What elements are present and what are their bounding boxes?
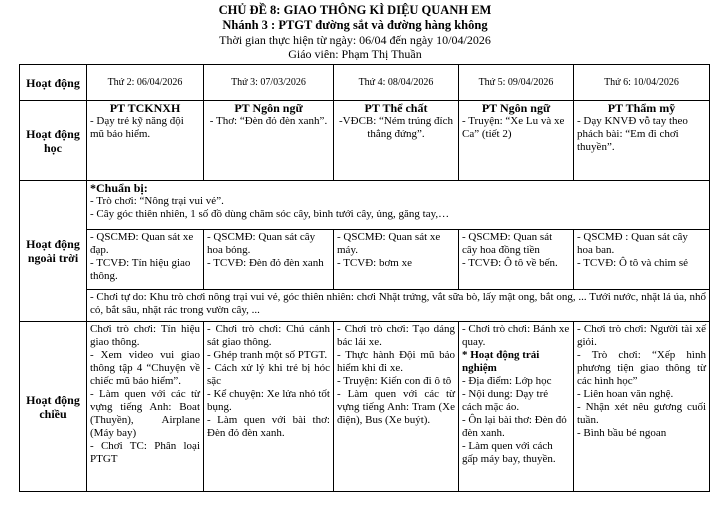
- activity-line: - Chơi TC: Phân loại PTGT: [90, 440, 200, 465]
- table-header-row: [20, 65, 710, 101]
- game-text: - TCVĐ: bơm xe: [337, 257, 412, 269]
- afternoon-cell-mon: [87, 322, 204, 492]
- study-text: - Dạy trẻ kỹ năng đội mũ bảo hiểm.: [90, 115, 184, 140]
- observe-text: - QSCMĐ : Quan sát cây hoa ban.: [577, 231, 688, 256]
- afternoon-row-label: Hoạt động chiều: [20, 322, 87, 492]
- study-cell-mon: [87, 101, 204, 181]
- day-header-tue: Thứ 3: 07/03/2026: [204, 65, 334, 101]
- study-row: [20, 101, 710, 181]
- activity-line: - Xem video vui giao thông tập 4 “Chuyện về chiếc mũ bảo hiểm”.: [90, 349, 200, 387]
- observe-text: - QSCMĐ: Quan sát xe đạp.: [90, 231, 194, 256]
- afternoon-row: [20, 322, 710, 492]
- outdoor-prep-cell: [87, 181, 710, 230]
- activity-line: - Làm quen với các từ vựng tiếng Anh: Tram (Xe điện), Bus (Xe buýt).: [337, 388, 455, 426]
- activity-line: - Ghép tranh một số PTGT.: [207, 349, 328, 361]
- activity-column-header: Hoạt động: [20, 65, 87, 101]
- plan-title: CHỦ ĐỀ 8: GIAO THÔNG KÌ DIỆU QUANH EM: [218, 3, 492, 17]
- study-cell-fri: [574, 101, 710, 181]
- activity-line: - Chơi trò chơi: Người tài xế giỏi.: [577, 323, 706, 348]
- activity-line: - Cách xử lý khi trẻ bị hóc sặc: [207, 362, 330, 387]
- study-text: - Truyện: “Xe Lu và xe Ca” (tiết 2): [462, 115, 565, 140]
- activity-line: - Nội dung: Dạy trẻ cách mặc áo.: [462, 388, 549, 413]
- activity-line: - Trò chơi: “Xếp hình phương tiện giao thông từ các hình học”: [577, 349, 706, 387]
- outdoor-cell-thu: [459, 230, 574, 290]
- observe-text: - QSCMĐ: Quan sát cây hoa đồng tiền: [462, 231, 553, 256]
- day-header-wed: Thứ 4: 08/04/2026: [334, 65, 459, 101]
- study-cell-thu: [459, 101, 574, 181]
- activity-line: - Kể chuyện: Xe lửa nhỏ tốt bụng.: [207, 388, 330, 413]
- study-cell-tue: [204, 101, 334, 181]
- afternoon-cell-fri: [574, 322, 710, 492]
- afternoon-cell-thu: [459, 322, 574, 492]
- subject-label: PT TCKNXH: [109, 101, 181, 115]
- period-text: Thời gian thực hiện từ ngày: 06/04 đến ngày 10/04/2026: [219, 33, 491, 47]
- outdoor-prep-row: [20, 181, 710, 230]
- observe-text: - QSCMĐ: Quan sát xe máy.: [337, 231, 441, 256]
- game-text: - TCVĐ: Đèn đỏ đèn xanh: [207, 257, 324, 269]
- activity-line: - Truyện: Kiến con đi ô tô: [337, 375, 452, 387]
- subject-label: PT Thẩm mỹ: [607, 101, 676, 115]
- game-text: - TCVĐ: Tín hiệu giao thông.: [90, 257, 191, 282]
- game-text: - TCVĐ: Ô tô về bến.: [462, 257, 558, 269]
- outdoor-freeplay-row: [20, 290, 710, 322]
- study-row-label: Hoạt động học: [20, 101, 87, 181]
- activity-line: - Chơi trò chơi: Bánh xe quay.: [462, 323, 570, 348]
- subject-label: PT Thể chất: [364, 101, 428, 115]
- branch-title: Nhánh 3 : PTGT đường sắt và đường hàng không: [222, 18, 488, 32]
- outdoor-row-label: Hoạt động ngoài trời: [20, 181, 87, 322]
- activity-line: - Liên hoan văn nghệ.: [577, 388, 674, 400]
- activity-line: - Chơi trò chơi: Tạo dáng bác lái xe.: [337, 323, 455, 348]
- activity-line: - Bình bầu bé ngoan: [577, 427, 667, 439]
- activity-line: - Ôn lại bài thơ: Đèn đỏ đèn xanh.: [462, 414, 567, 439]
- day-header-mon: Thứ 2: 06/04/2026: [87, 65, 204, 101]
- game-text: - TCVĐ: Ô tô và chim sẻ: [577, 257, 689, 269]
- activity-line: - Nhận xét nêu gương cuối tuần.: [577, 401, 706, 426]
- prep-line: - Trò chơi: “Nông trại vui vẻ”.: [90, 195, 224, 207]
- subject-label: PT Ngôn ngữ: [481, 101, 551, 115]
- outdoor-cell-mon: [87, 230, 204, 290]
- activity-line: - Thực hành Đội mũ bảo hiểm khi đi xe.: [337, 349, 455, 374]
- activity-line: - Địa điểm: Lớp học: [462, 375, 552, 387]
- weekly-plan-table: [19, 64, 710, 492]
- study-cell-wed: [334, 101, 459, 181]
- study-text: -VĐCB: “Ném trúng đích thẳng đứng”.: [339, 115, 453, 140]
- outdoor-daily-row: [20, 230, 710, 290]
- activity-line: Chơi trò chơi: Tín hiệu giao thông.: [90, 323, 200, 348]
- afternoon-cell-tue: [204, 322, 334, 492]
- afternoon-cell-wed: [334, 322, 459, 492]
- prep-title: *Chuẩn bị:: [90, 181, 148, 195]
- day-header-thu: Thứ 5: 09/04/2026: [459, 65, 574, 101]
- study-text: - Thơ: “Đèn đỏ đèn xanh”.: [209, 115, 328, 127]
- prep-line: - Cây góc thiên nhiên, 1 số đồ dùng chăm sóc cây, bình tưới cây, ủng, găng tay,…: [90, 208, 450, 220]
- activity-line: - Làm quen với bài thơ: Đèn đỏ đèn xanh.: [207, 414, 330, 439]
- free-play-cell: - Chơi tự do: Khu trò chơi nông trại vui vẻ, góc thiên nhiên: chơi Nhặt trứng, vắt sữa bò, lấy mật ong, bắt ong, ... Tưới nước, nhặt lá úa, nhổ cỏ, bắt sâu, nhặt rác trong vườn cây, ...: [87, 290, 710, 322]
- subject-label: PT Ngôn ngữ: [234, 101, 303, 115]
- activity-line: * Hoạt động trải nghiệm: [462, 349, 540, 374]
- activity-line: - Chơi trò chơi: Chú cảnh sát giao thông.: [207, 323, 330, 348]
- outdoor-cell-fri: [574, 230, 710, 290]
- study-text: - Dạy KNVĐ vỗ tay theo phách bài: “Em đi chơi thuyền”.: [577, 115, 688, 153]
- activity-line: - Làm quen với cách gấp máy bay, thuyền.: [462, 440, 556, 465]
- observe-text: - QSCMĐ: Quan sát cây hoa bỏng.: [207, 231, 316, 256]
- day-header-fri: Thứ 6: 10/04/2026: [574, 65, 710, 101]
- outdoor-cell-tue: [204, 230, 334, 290]
- activity-line: - Làm quen với các từ vựng tiếng Anh: Boat (Thuyền), Airplane (Máy bay): [90, 388, 200, 439]
- outdoor-cell-wed: [334, 230, 459, 290]
- teacher-text: Giáo viên: Phạm Thị Thuần: [288, 47, 422, 61]
